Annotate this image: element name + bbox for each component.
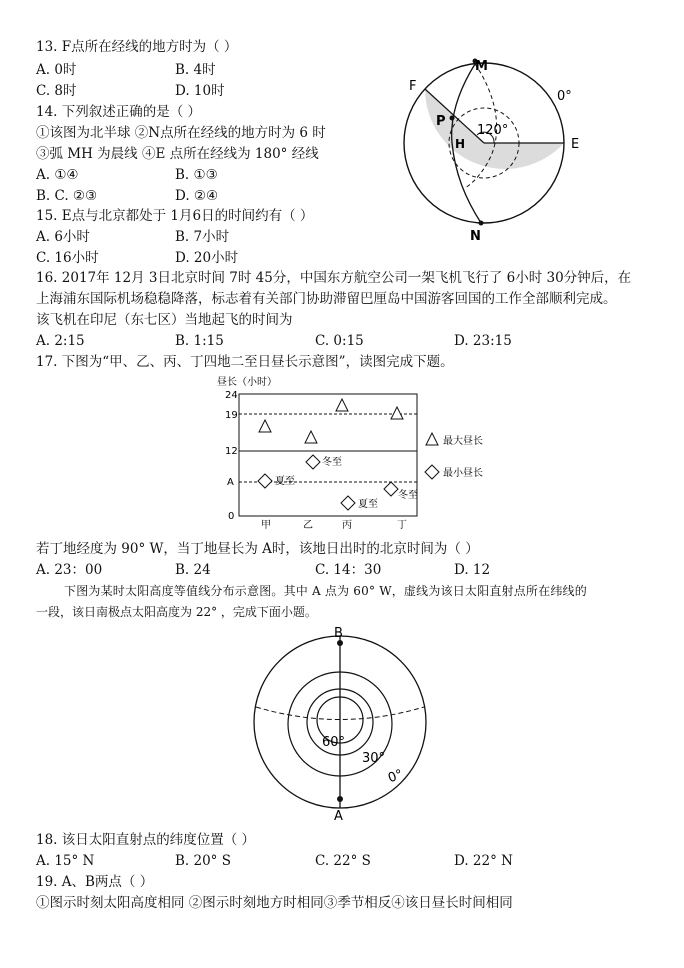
- max-ding: [391, 407, 403, 419]
- chart-frame: [239, 394, 417, 516]
- legend-min-label: 最小昼长: [443, 468, 483, 479]
- q13-option-b[interactable]: B. 4时: [175, 62, 216, 78]
- ytick-a: A: [227, 477, 234, 488]
- q14-option-a[interactable]: A. ①④: [36, 167, 79, 183]
- label-30: 30°: [362, 751, 386, 766]
- label-0: 0°: [386, 767, 406, 787]
- point-n: [479, 221, 484, 226]
- q13-option-a[interactable]: A. 0时: [36, 62, 77, 78]
- label-p: P: [436, 114, 446, 129]
- q17-option-d[interactable]: D. 12: [454, 562, 491, 578]
- label-angle: 120°: [477, 123, 509, 138]
- q19-statements: ①图示时刻太阳高度相同 ②图示时刻地方时相同③季节相反④该日昼长时间相同: [36, 895, 513, 911]
- q15-stem: 15. E点与北京都处于 1月6日的时间约有（ ）: [36, 208, 314, 224]
- label-winter-1: 冬至: [322, 457, 342, 468]
- q18-stem: 18. 该日太阳直射点的纬度位置（ ）: [36, 832, 256, 848]
- q13-option-d[interactable]: D. 10时: [175, 83, 225, 99]
- q16-stem-line-3: 该飞机在印尼（东七区）当地起飞的时间为: [36, 312, 293, 328]
- ytick-19: 19: [225, 410, 238, 421]
- place-yi: 乙: [303, 520, 313, 531]
- q13-option-c[interactable]: C. 8时: [36, 83, 77, 99]
- label-a: A: [334, 809, 343, 824]
- q18-option-c[interactable]: C. 22° S: [315, 853, 371, 869]
- label-m: M: [475, 59, 488, 74]
- q16-stem-line-2: 上海浦东国际机场稳稳降落，标志着有关部门协助滞留巴厘岛中国游客回国的工作全部顺利完成。: [36, 291, 617, 307]
- q18-option-b[interactable]: B. 20° S: [175, 853, 231, 869]
- max-jia: [259, 420, 271, 432]
- min-yi: [306, 455, 320, 469]
- earth-circle-diagram: [395, 48, 595, 244]
- q14-statement-1: ①该图为北半球 ②N点所在经线的地方时为 6 时: [36, 125, 326, 141]
- q16-option-a[interactable]: A. 2:15: [36, 333, 85, 349]
- intro-line-2: 一段，该日南极点太阳高度为 22° ，完成下面小题。: [36, 605, 317, 619]
- label-60: 60°: [322, 735, 346, 750]
- point-a: [337, 796, 343, 802]
- q14-stem: 14. 下列叙述正确的是（ ）: [36, 104, 202, 120]
- label-winter-2: 冬至: [398, 490, 418, 501]
- q14-option-c[interactable]: B. C. ②③: [36, 188, 98, 204]
- q18-option-a[interactable]: A. 15° N: [36, 853, 95, 869]
- ytick-0: 0: [228, 511, 235, 522]
- q14-statement-2: ③弧 MH 为晨线 ④E 点所在经线为 180° 经线: [36, 146, 319, 162]
- chart-ylabel: 昼长（小时）: [217, 377, 277, 388]
- q16-stem-line-1: 16. 2017年 12月 3日北京时间 7时 45分，中国东方航空公司一架飞机飞行了 6小时 30分钟后，在: [36, 270, 632, 286]
- place-jia: 甲: [261, 520, 271, 531]
- label-b: B: [334, 626, 343, 641]
- place-ding: 丁: [397, 520, 407, 531]
- label-n: N: [470, 229, 481, 244]
- max-yi: [305, 431, 317, 443]
- legend-max-icon: [426, 433, 438, 445]
- legend-min-icon: [425, 465, 439, 479]
- q17-option-c[interactable]: C. 14：30: [315, 562, 382, 578]
- q13-stem: 13. F点所在经线的地方时为（ ）: [36, 39, 238, 55]
- ytick-24: 24: [225, 390, 238, 401]
- label-f: F: [409, 79, 417, 94]
- q15-option-d[interactable]: D. 20小时: [175, 250, 239, 266]
- q16-option-c[interactable]: C. 0:15: [315, 333, 364, 349]
- label-h: H: [455, 137, 466, 151]
- q15-option-c[interactable]: C. 16小时: [36, 250, 99, 266]
- label-summer-2: 夏至: [358, 499, 378, 510]
- q15-option-a[interactable]: A. 6小时: [36, 229, 90, 245]
- q15-option-b[interactable]: B. 7小时: [175, 229, 230, 245]
- min-bing: [341, 496, 355, 510]
- min-jia: [258, 474, 272, 488]
- q17-stem: 17. 下图为“甲、乙、丙、丁四地二至日昼长示意图”，读图完成下题。: [36, 354, 454, 370]
- day-length-chart: [215, 374, 483, 534]
- intro-line-1: 下图为某时太阳高度等值线分布示意图。其中 A 点为 60° W，虚线为该日太阳直射点所在纬线的: [64, 584, 587, 598]
- place-bing: 丙: [342, 520, 352, 531]
- q14-option-d[interactable]: D. ②④: [175, 188, 219, 204]
- ytick-12: 12: [225, 446, 238, 457]
- label-summer-1: 夏至: [275, 476, 295, 487]
- min-ding: [384, 482, 398, 496]
- label-e: E: [571, 137, 580, 152]
- q14-option-b[interactable]: B. ①③: [175, 167, 218, 183]
- legend-max-label: 最大昼长: [443, 436, 483, 447]
- q17-option-a[interactable]: A. 23：00: [36, 562, 103, 578]
- max-bing: [336, 399, 348, 411]
- point-p: [450, 116, 455, 121]
- q17-question: 若丁地经度为 90° W，当丁地昼长为 A时，该地日出时的北京时间为（ ）: [36, 541, 479, 557]
- q18-option-d[interactable]: D. 22° N: [454, 853, 513, 869]
- label-zero: 0°: [557, 89, 572, 104]
- q16-option-d[interactable]: D. 23:15: [454, 333, 512, 349]
- q19-stem: 19. A、B两点（ ）: [36, 874, 154, 890]
- q16-option-b[interactable]: B. 1:15: [175, 333, 224, 349]
- q17-option-b[interactable]: B. 24: [175, 562, 211, 578]
- sun-altitude-diagram: [246, 622, 436, 822]
